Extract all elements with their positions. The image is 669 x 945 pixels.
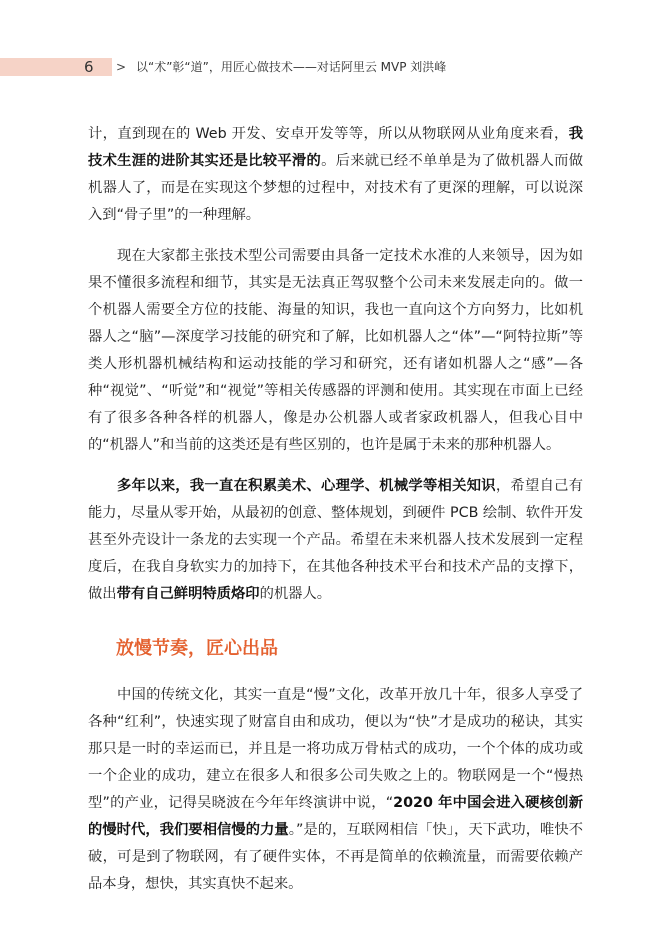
running-title: 以“术”彰“道”，用匠心做技术——对话阿里云 MVP 刘洪峰	[136, 60, 447, 74]
paragraph-4	[88, 682, 583, 898]
emphasis-text: 带有自己鲜明特质烙印	[116, 586, 260, 602]
paragraph-text: 中国的传统文化，其实一直是“慢”文化，改革开放几十年，很多人享受了各种“红利”，快速实现了财富自由和成功，便以为“快”才是成功的秘诀，其实那只是一时的幸运而已，并且是一将功成万骨枯式的成功，一个个体的成功或一个企业的成功，建立在很多人和很多公司失败之上的。物联网是一个“慢热型”的产业，记得吴晓波在今年年终演讲中说，“	[88, 687, 583, 811]
paragraph-text: 。”是的，互联网相信「快」，天下武功，唯快不破，可是到了物联网，有了硬件实体，不再是简单的依赖流量，而需要依赖产品本身，想快，其实真快不起来。	[88, 822, 584, 892]
section-heading: 放慢节奏，匠心出品	[116, 638, 278, 659]
page-number: 6	[84, 58, 94, 76]
paragraph-text: 计，直到现在的 Web 开发、安卓开发等等，所以从物联网从业角度来看，	[88, 126, 569, 142]
paragraph-2: 现在大家都主张技术型公司需要由具备一定技术水准的人来领导，因为如果不懂很多流程和细节，其实是无法真正驾驭整个公司未来发展走向的。做一个机器人需要全方位的技能、海量的知识，我也一直向这个方向努力，比如机器人之“脑”—深度学习技能的研究和了解，比如机器人之“体”—“阿特拉斯”等类人形机器机械结构和运动技能的学习和研究，还有诸如机器人之“感”—各种“视觉”、“听觉”和“视觉”等相关传感器的评测和使用。其实现在市面上已经有了很多各种各样的机器人，像是办公机器人或者家政机器人，但我心目中的“机器人”和当前的这类还是有些区别的，也许是属于未来的那种机器人。	[88, 248, 583, 453]
emphasis-text: 2020 年中国会进入硬核创新的慢时代，我们要相信慢的力量	[88, 795, 583, 838]
chevron-right-icon: >	[116, 60, 127, 74]
paragraph-text: 的机器人。	[259, 586, 332, 602]
paragraph-3	[88, 473, 583, 608]
paragraph-1	[88, 121, 583, 229]
emphasis-text: 我技术生涯的进阶其实还是比较平滑的	[88, 126, 583, 169]
paragraph-text: ，希望自己有能力，尽量从零开始，从最初的创意、整体规划，到硬件 PCB 绘制、软件开发甚至外壳设计一条龙的去实现一个产品。希望在未来机器人技术发展到一定程度后，在我自身软实力的加持下，在其他各种技术平台和技术产品的支撑下，做出	[88, 478, 584, 602]
article-body	[88, 121, 583, 898]
emphasis-text: 多年以来，我一直在积累美术、心理学、机械学等相关知识	[117, 478, 496, 494]
paragraph-text: 。后来就已经不单单是为了做机器人而做机器人了，而是在实现这个梦想的过程中，对技术有了更深的理解，可以说深入到“骨子里”的一种理解。	[88, 153, 584, 223]
